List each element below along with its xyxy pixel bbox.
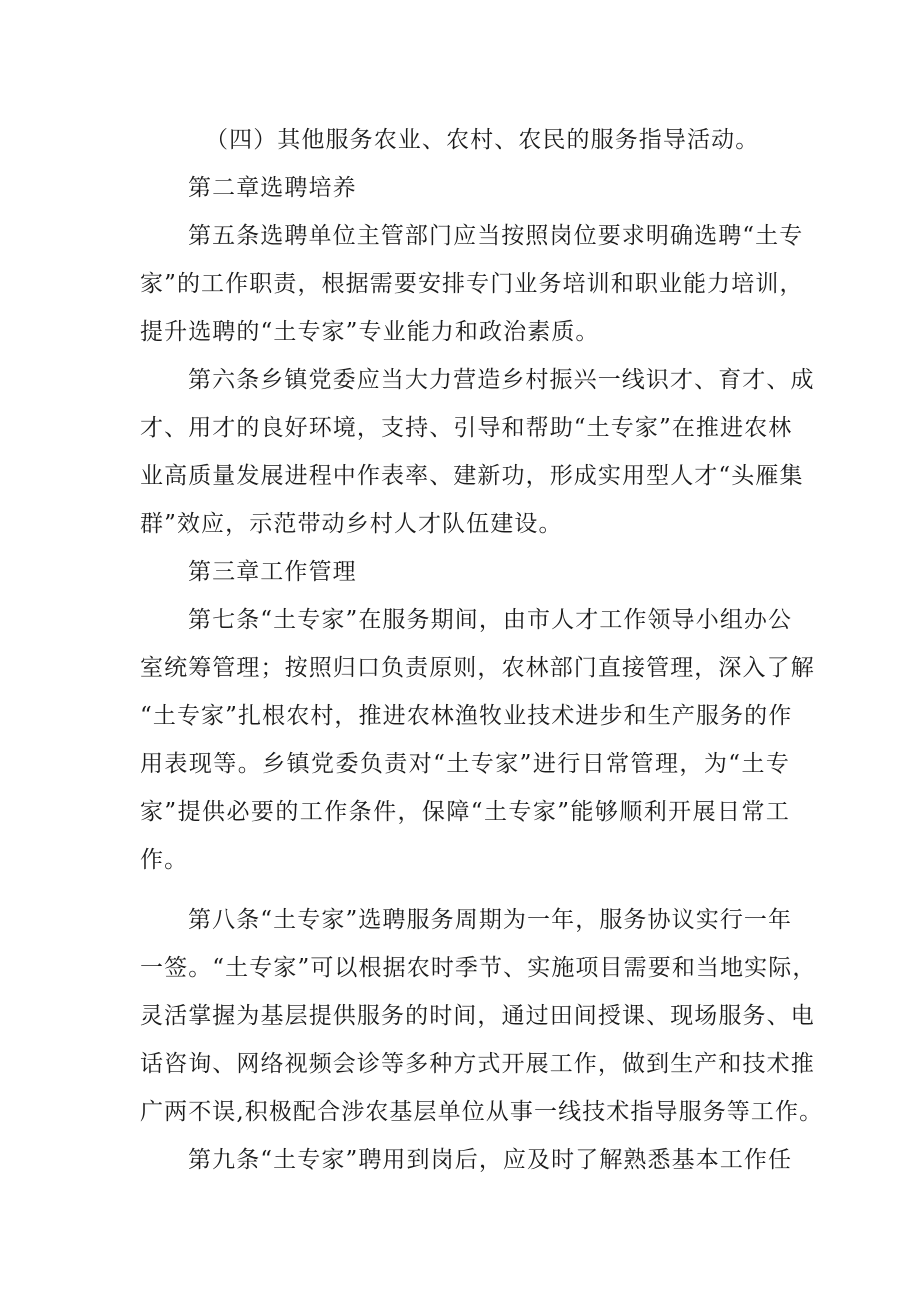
article-five-line-1: 第五条选聘单位主管部门应当按照岗位要求明确选聘“土专 [188,223,804,249]
article-seven-line-4: 用表现等。乡镇党委负责对“土专家”进行日常管理，为“土专 [140,751,790,777]
article-six-line-4: 群”效应，示范带动乡村人才队伍建设。 [140,511,563,537]
article-five-line-3: 提升选聘的“土专家”专业能力和政治素质。 [140,319,600,345]
article-six-line-1: 第六条乡镇党委应当大力营造乡村振兴一线识才、育才、成 [188,367,815,393]
article-seven-line-3: “土专家”扎根农村，推进农林渔牧业技术进步和生产服务的作 [140,703,793,729]
article-eight-line-3: 灵活掌握为基层提供服务的时间，通过田间授课、现场服务、电 [140,1003,815,1029]
article-eight-line-4: 话咨询、网络视频会诊等多种方式开展工作，做到生产和技术推 [140,1051,815,1077]
article-nine-line-1: 第九条“土专家”聘用到岗后，应及时了解熟悉基本工作任 [188,1147,793,1173]
article-eight-line-1: 第八条“土专家”选聘服务周期为一年，服务协议实行一年 [188,907,793,933]
article-eight-line-5: 广两不误,积极配合涉农基层单位从事一线技术指导服务等工作。 [140,1099,824,1125]
chapter-three-heading: 第三章工作管理 [188,559,357,585]
article-five-line-2: 家”的工作职责，根据需要安排专门业务培训和职业能力培训， [140,271,804,297]
article-seven-line-5: 家”提供必要的工作条件，保障“土专家”能够顺利开展日常工 [140,799,790,825]
paragraph-item-four: （四）其他服务农业、农村、农民的服务指导活动。 [205,127,760,153]
article-seven-line-1: 第七条“土专家”在服务期间，由市人才工作领导小组办公 [188,607,793,633]
article-eight-line-2: 一签。“土专家”可以根据农时季节、实施项目需要和当地实际， [140,955,817,981]
article-six-line-3: 业高质量发展进程中作表率、建新功，形成实用型人才“头雁集 [140,463,804,489]
article-six-line-2: 才、用才的良好环境，支持、引导和帮助“土专家”在推进农林 [140,415,793,441]
article-seven-line-2: 室统筹管理；按照归口负责原则，农林部门直接管理，深入了解 [140,655,815,681]
article-seven-line-6: 作。 [140,847,189,873]
chapter-two-heading: 第二章选聘培养 [188,175,357,201]
